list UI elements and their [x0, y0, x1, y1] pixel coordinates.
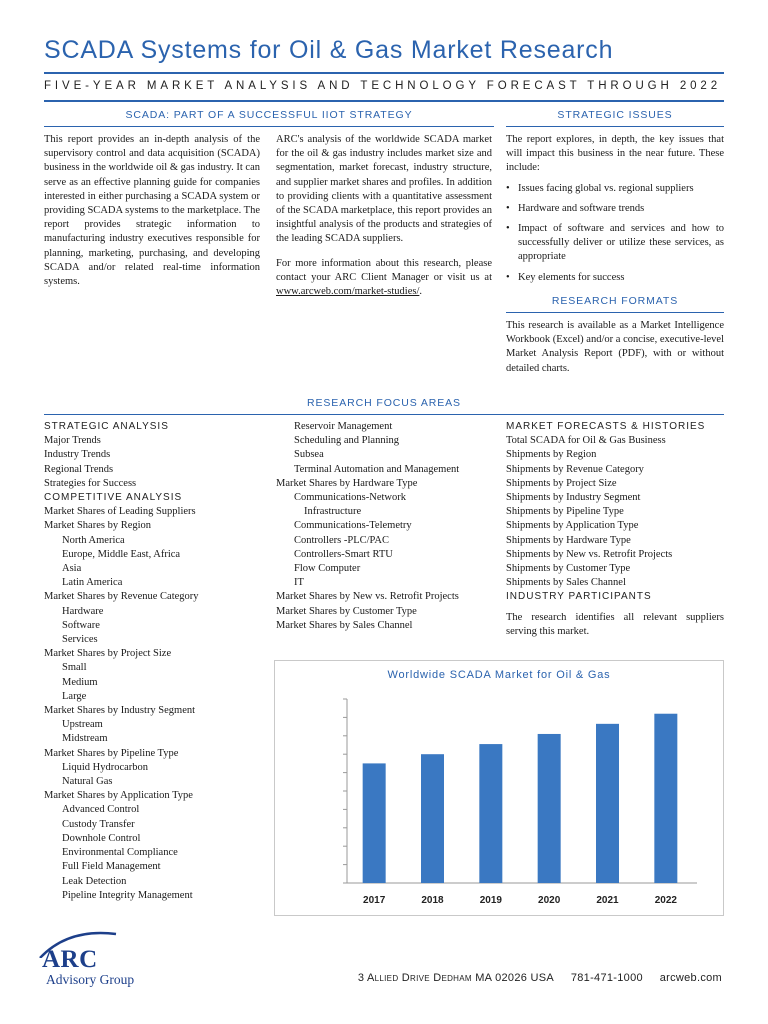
focus-item: Major Trends — [44, 435, 101, 447]
document-title: SCADA Systems for Oil & Gas Market Research — [44, 36, 614, 64]
x-tick-label: 2017 — [363, 895, 386, 906]
focus-item: Latin America — [62, 577, 123, 589]
section-heading-iiot: SCADA: PART OF A SUCCESSFUL IIOT STRATEGY — [125, 109, 413, 121]
section-rule-strategic-issues — [506, 126, 724, 127]
chart-canvas — [275, 661, 725, 917]
focus-item: Flow Computer — [294, 563, 361, 575]
focus-item: Shipments by Hardware Type — [506, 534, 631, 546]
focus-column-2 — [276, 420, 502, 633]
focus-item: Midstream — [62, 733, 108, 745]
focus-item: Pipeline Integrity Management — [62, 889, 193, 901]
strategic-issues-block — [506, 133, 724, 291]
focus-item: Market Shares by Project Size — [44, 648, 172, 660]
focus-item: Market Shares by Customer Type — [276, 605, 417, 617]
issue-bullet: • Issues facing global vs. regional suppliers — [506, 182, 724, 196]
iiot-text-2: ARC's analysis of the worldwide SCADA market for the oil & gas industry includes market size and segmentation, market forecast, industry structure, and supplier market shares and profiles. In addition to providing clients with a quantitative assessment of the SCADA marketplace, this report provides an insightful analysis of the products and strategies of the leading SCADA suppliers. — [276, 134, 492, 245]
x-tick-label: 2019 — [479, 895, 502, 906]
logo-sub: Advisory Group — [46, 972, 135, 987]
focus-item: Software — [62, 619, 100, 631]
document-subtitle: FIVE-YEAR MARKET ANALYSIS AND TECHNOLOGY FORECAST THROUGH 2022 — [44, 80, 722, 92]
focus-column-1 — [44, 420, 270, 903]
footer-phone: 781-471-1000 — [570, 972, 643, 984]
focus-item: Controllers-Smart RTU — [294, 548, 393, 560]
strategic-issues-list — [506, 182, 724, 285]
focus-item: Regional Trends — [44, 463, 114, 475]
focus-item: Shipments by Sales Channel — [506, 577, 626, 589]
issue-bullet: • Impact of software and services and how to successfully deliver or utilize these services, as appropriate — [506, 222, 724, 265]
focus-item: Environmental Compliance — [62, 847, 178, 859]
section-heading-focus-areas: RESEARCH FOCUS AREAS — [307, 397, 461, 409]
participants-text: The research identifies all relevant suppliers serving this market. — [506, 612, 724, 638]
focus-item: Market Shares by Industry Segment — [44, 705, 196, 717]
research-formats-text: This research is available as a Market Intelligence Workbook (Excel) and/or a concise, executive-level Market Analysis Report (PDF), with or without detailed charts. — [506, 320, 724, 374]
focus-item: Strategies for Success — [44, 477, 137, 489]
focus-item: Shipments by Industry Segment — [506, 492, 641, 504]
arc-logo — [38, 928, 158, 992]
iiot-paragraph-2 — [276, 133, 492, 299]
focus-item: North America — [62, 534, 125, 546]
bar-2017 — [363, 763, 386, 883]
focus-item: Large — [62, 690, 87, 702]
focus-item: Scheduling and Planning — [294, 435, 399, 447]
section-rule-research-formats — [506, 312, 724, 313]
chart-title: Worldwide SCADA Market for Oil & Gas — [387, 669, 611, 681]
iiot-contact-text — [276, 257, 492, 300]
focus-category: STRATEGIC ANALYSIS — [44, 421, 169, 432]
focus-item: Market Shares by Sales Channel — [276, 619, 413, 631]
focus-item: Market Shares of Leading Suppliers — [44, 506, 196, 518]
x-tick-label: 2022 — [654, 895, 677, 906]
focus-item: Medium — [62, 676, 98, 688]
market-studies-link[interactable]: www.arcweb.com/market-studies/ — [276, 286, 420, 298]
focus-item: Market Shares by Region — [44, 520, 152, 532]
focus-item: Europe, Middle East, Africa — [62, 548, 181, 560]
focus-item: Subsea — [294, 449, 324, 461]
focus-item: Advanced Control — [62, 804, 140, 816]
x-tick-label: 2021 — [596, 895, 619, 906]
bar-2019 — [479, 744, 502, 883]
focus-item: Leak Detection — [62, 875, 127, 887]
market-chart — [274, 660, 724, 916]
focus-item: Controllers -PLC/PAC — [294, 534, 390, 546]
focus-item: Market Shares by New vs. Retrofit Projects — [276, 591, 459, 603]
subtitle-rule — [44, 100, 724, 102]
focus-item: Market Shares by Application Type — [44, 790, 193, 802]
footer-contact — [358, 972, 722, 984]
focus-item: Communications-Network — [294, 492, 406, 504]
contact-end: . — [419, 286, 422, 298]
focus-item: Shipments by Region — [506, 449, 597, 461]
issue-bullet: • Hardware and software trends — [506, 202, 724, 216]
focus-item: Services — [62, 634, 98, 646]
focus-item: Hardware — [62, 605, 104, 617]
x-tick-label: 2020 — [538, 895, 561, 906]
section-rule-iiot — [44, 126, 494, 127]
focus-category: COMPETITIVE ANALYSIS — [44, 492, 183, 504]
strategic-issues-intro: The report explores, in depth, the key issues that will impact this business in the near future. These include: — [506, 134, 724, 174]
focus-item: Reservoir Management — [294, 421, 393, 432]
bar-2021 — [596, 724, 619, 883]
issue-bullet: • Key elements for success — [506, 271, 724, 285]
focus-item: Infrastructure — [304, 506, 362, 518]
focus-item: Market Shares by Hardware Type — [276, 477, 418, 489]
focus-item: Upstream — [62, 719, 103, 731]
focus-item: Market Shares by Revenue Category — [44, 591, 199, 603]
focus-item: Liquid Hydrocarbon — [62, 761, 149, 773]
focus-item: Full Field Management — [62, 861, 161, 873]
footer-web[interactable]: arcweb.com — [659, 972, 722, 984]
focus-item: Industry Trends — [44, 449, 111, 461]
iiot-paragraph-1 — [44, 133, 260, 289]
x-tick-label: 2018 — [421, 895, 444, 906]
focus-item: Natural Gas — [62, 776, 113, 788]
focus-item: Shipments by Revenue Category — [506, 463, 644, 475]
iiot-text-1: This report provides an in-depth analysis of the supervisory control and data acquisition (SCADA) business in the worldwide oil & gas industry. It can serve as an effective planning guide for companies interested in either purchasing a SCADA system or providing SCADA systems to the marketplace. The report provides strategic information to manufacturing industry executives responsible for planning, marketing, purchasing, and developing SCADA and/or related real-time information systems. — [44, 134, 260, 288]
focus-item: Communications-Telemetry — [294, 520, 412, 532]
title-rule — [44, 72, 724, 74]
focus-category: MARKET FORECASTS & HISTORIES — [506, 421, 706, 432]
focus-item: Custody Transfer — [62, 818, 135, 830]
section-heading-research-formats: RESEARCH FORMATS — [551, 295, 679, 307]
section-rule-focus-areas — [44, 414, 724, 415]
bar-2022 — [654, 714, 677, 883]
focus-item: Shipments by Pipeline Type — [506, 506, 624, 518]
bar-2020 — [538, 734, 561, 883]
focus-item: Shipments by Customer Type — [506, 563, 631, 575]
focus-item: Terminal Automation and Management — [294, 463, 460, 475]
focus-item: Downhole Control — [62, 832, 141, 844]
focus-item: Market Shares by Pipeline Type — [44, 747, 179, 759]
contact-text: For more information about this research, please contact your ARC Client Manager or visit us at — [276, 257, 492, 283]
focus-item: Total SCADA for Oil & Gas Business — [506, 435, 666, 447]
focus-item: Asia — [62, 563, 82, 575]
section-heading-strategic-issues: STRATEGIC ISSUES — [557, 109, 673, 121]
footer-address: 3 Allied Drive Dedham MA 02026 USA — [357, 972, 555, 984]
focus-column-3 — [506, 420, 724, 605]
focus-item: Small — [62, 662, 87, 674]
focus-item: Shipments by New vs. Retrofit Projects — [506, 548, 673, 560]
bar-2018 — [421, 754, 444, 883]
focus-category: INDUSTRY PARTICIPANTS — [506, 591, 652, 603]
focus-item: Shipments by Project Size — [506, 477, 617, 489]
focus-item: Shipments by Application Type — [506, 520, 639, 532]
focus-item: IT — [294, 577, 304, 589]
logo-main: ARC — [42, 946, 98, 973]
